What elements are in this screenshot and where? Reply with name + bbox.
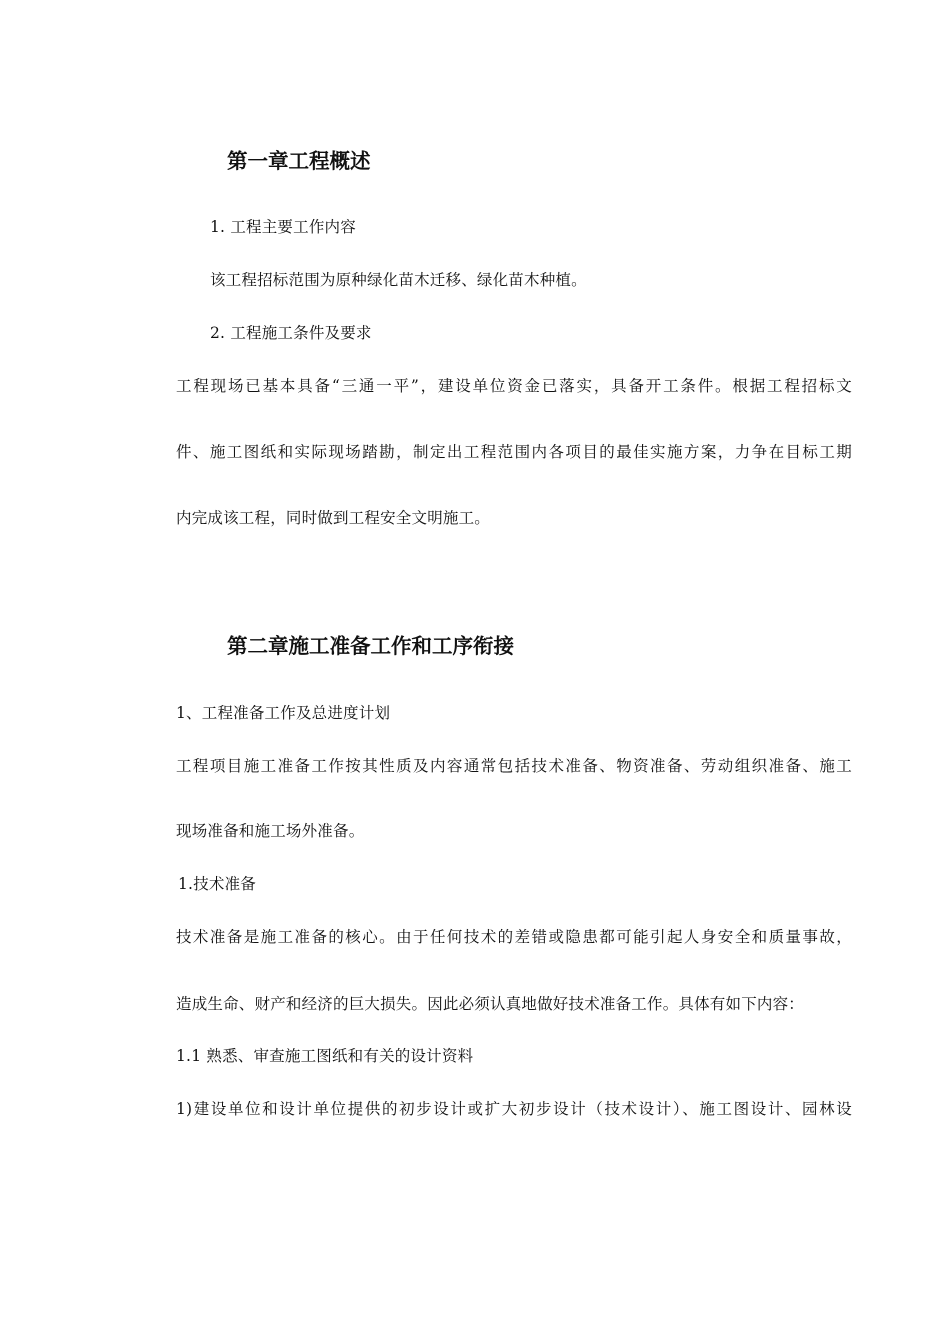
chapter2-sub1-1-item1: 1)建设单位和设计单位提供的初步设计或扩大初步设计（技术设计）、施工图设计、园林设 <box>176 1100 852 1118</box>
chapter2-title: 第二章施工准备工作和工序衔接 <box>227 634 514 658</box>
chapter1-item1-text: 该工程招标范围为原种绿化苗木迁移、绿化苗木种植。 <box>210 271 587 289</box>
chapter2-sub1-heading: 1.技术准备 <box>178 875 256 893</box>
chapter1-title: 第一章工程概述 <box>227 149 371 173</box>
chapter2-sub1-line-2: 造成生命、财产和经济的巨大损失。因此必须认真地做好技术准备工作。具体有如下内容： <box>176 995 805 1013</box>
chapter2-section1-line-2: 现场准备和施工场外准备。 <box>176 822 365 840</box>
chapter2-sub1-1-heading: 1.1 熟悉、审查施工图纸和有关的设计资料 <box>176 1047 474 1065</box>
chapter2-sub1-line-1: 技术准备是施工准备的核心。由于任何技术的差错或隐患都可能引起人身安全和质量事故， <box>176 928 852 946</box>
chapter1-item2-line-3: 内完成该工程，同时做到工程安全文明施工。 <box>176 509 491 527</box>
chapter1-item1-heading: 1. 工程主要工作内容 <box>210 218 356 236</box>
chapter2-section1-heading: 1、工程准备工作及总进度计划 <box>176 704 391 722</box>
chapter1-item2-heading: 2. 工程施工条件及要求 <box>210 324 372 342</box>
chapter1-item2-line-1: 工程现场已基本具备“三通一平”，建设单位资金已落实，具备开工条件。根据工程招标文 <box>176 377 852 395</box>
chapter1-item2-line-2: 件、施工图纸和实际现场踏勘，制定出工程范围内各项目的最佳实施方案，力争在目标工期 <box>176 443 852 461</box>
chapter2-section1-line-1: 工程项目施工准备工作按其性质及内容通常包括技术准备、物资准备、劳动组织准备、施工 <box>176 757 852 775</box>
